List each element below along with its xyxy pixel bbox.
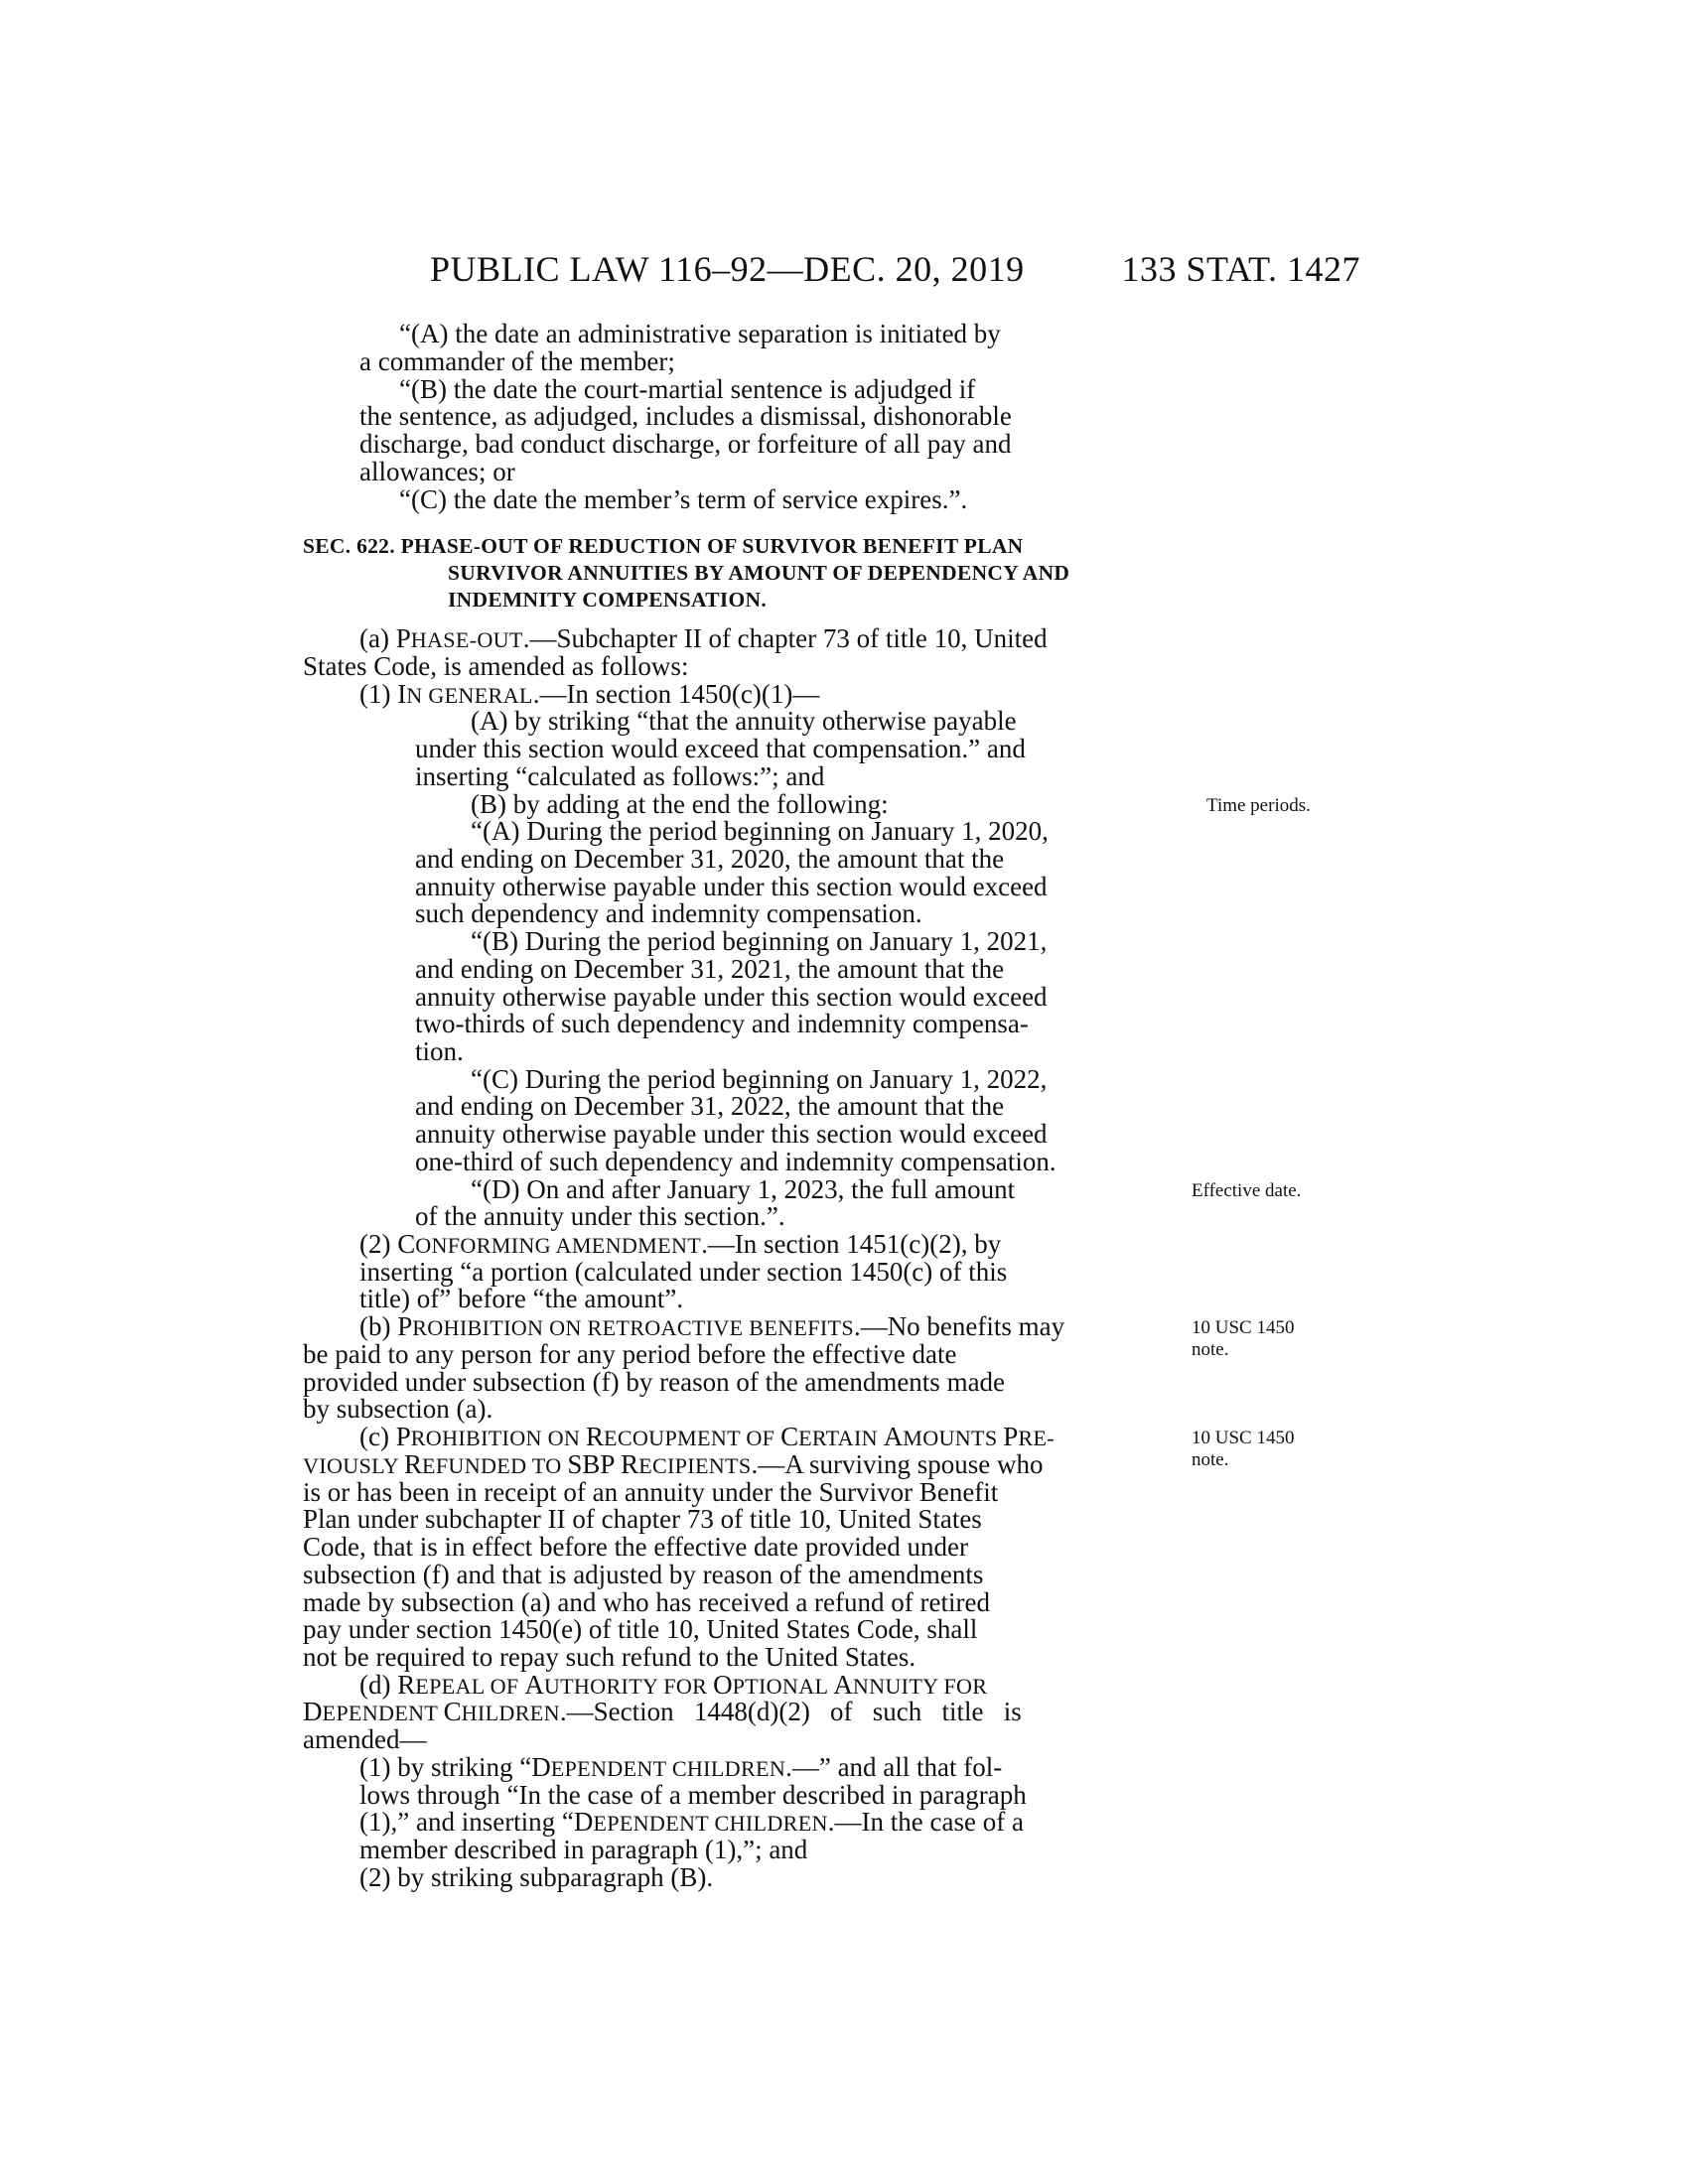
text-line: pay under section 1450(e) of title 10, United States Code, shall bbox=[303, 1614, 978, 1644]
section-heading-line: SURVIVOR ANNUITIES BY AMOUNT OF DEPENDENCY AND bbox=[448, 561, 1070, 585]
text-line: “(C) During the period beginning on January 1, 2022, bbox=[471, 1064, 1048, 1094]
text-line: inserting “a portion (calculated under section 1450(c) of this bbox=[359, 1257, 1008, 1287]
text-line: “(B) the date the court-martial sentence is adjudged if bbox=[399, 374, 976, 404]
text-line: provided under subsection (f) by reason of the amendments made bbox=[303, 1367, 1006, 1397]
text-line: annuity otherwise payable under this section would exceed bbox=[415, 982, 1048, 1012]
text-line: annuity otherwise payable under this section would exceed bbox=[415, 1119, 1048, 1149]
margin-note-usc-b: 10 USC 1450 note. bbox=[1192, 1317, 1295, 1360]
text-line: of the annuity under this section.”. bbox=[415, 1201, 785, 1231]
text-line: and ending on December 31, 2020, the amount that the bbox=[415, 844, 1005, 874]
text-line: and ending on December 31, 2022, the amount that the bbox=[415, 1091, 1005, 1121]
text-line: be paid to any person for any period before the effective date bbox=[303, 1339, 957, 1369]
text-line: (A) by striking “that the annuity otherwise payable bbox=[471, 706, 1017, 736]
paragraph-2-heading: (2) CONFORMING AMENDMENT.—In section 1451(c)(2), by bbox=[359, 1229, 1002, 1259]
text-line: the sentence, as adjudged, includes a dismissal, dishonorable bbox=[359, 401, 1012, 431]
text-line: Plan under subchapter II of chapter 73 of title 10, United States bbox=[303, 1504, 982, 1534]
text-line: discharge, bad conduct discharge, or forfeiture of all pay and bbox=[359, 429, 1012, 459]
text-line: “(C) the date the member’s term of service expires.”. bbox=[399, 484, 968, 514]
text-line: made by subsection (a) and who has received a refund of retired bbox=[303, 1587, 990, 1617]
text-line: not be required to repay such refund to the United States. bbox=[303, 1642, 916, 1672]
text-line: “(B) During the period beginning on January 1, 2021, bbox=[471, 926, 1048, 956]
text-line: (B) by adding at the end the following: bbox=[471, 789, 889, 819]
paragraph-1-heading: (1) IN GENERAL.—In section 1450(c)(1)— bbox=[359, 679, 820, 709]
text-line: amended— bbox=[303, 1724, 427, 1754]
page-number-stat: 133 STAT. 1427 bbox=[1121, 249, 1360, 289]
text-line: inserting “calculated as follows:”; and bbox=[415, 761, 825, 791]
text-line: member described in paragraph (1),”; and bbox=[359, 1835, 808, 1864]
text-line: Code, that is in effect before the effective date provided under bbox=[303, 1532, 968, 1562]
text-line: “(D) On and after January 1, 2023, the full amount bbox=[471, 1174, 1016, 1204]
text-line: “(A) During the period beginning on January 1, 2020, bbox=[471, 816, 1049, 846]
text-line: States Code, is amended as follows: bbox=[303, 651, 689, 681]
section-heading-line: SEC. 622. PHASE-OUT OF REDUCTION OF SURVIVOR BENEFIT PLAN bbox=[303, 534, 1024, 558]
text-line: two-thirds of such dependency and indemnity compensa- bbox=[415, 1009, 1029, 1038]
text-line: is or has been in receipt of an annuity under the Survivor Benefit bbox=[303, 1477, 999, 1507]
text-line: allowances; or bbox=[359, 457, 515, 486]
subsection-c-heading: (c) PROHIBITION ON RECOUPMENT OF CERTAIN AMOUNTS PRE- bbox=[359, 1422, 1055, 1451]
text-line: (1),” and inserting “DEPENDENT CHILDREN.—In the case of a bbox=[359, 1807, 1024, 1837]
text-line: VIOUSLY REFUNDED TO SBP RECIPIENTS.—A surviving spouse who bbox=[303, 1449, 1044, 1479]
running-head-title: PUBLIC LAW 116–92—DEC. 20, 2019 bbox=[430, 249, 1025, 289]
text-line: and ending on December 31, 2021, the amount that the bbox=[415, 954, 1005, 984]
margin-note-effective-date: Effective date. bbox=[1192, 1180, 1302, 1201]
text-line: tion. bbox=[415, 1036, 464, 1066]
text-line: title) of” before “the amount”. bbox=[359, 1284, 684, 1313]
subsection-d-heading: (d) REPEAL OF AUTHORITY FOR OPTIONAL ANNUITY FOR bbox=[359, 1670, 988, 1700]
text-line: lows through “In the case of a member described in paragraph bbox=[359, 1780, 1027, 1810]
text-line: under this section would exceed that compensation.” and bbox=[415, 734, 1026, 763]
text-line: one-third of such dependency and indemnity compensation. bbox=[415, 1147, 1056, 1176]
subsection-b-heading: (b) PROHIBITION ON RETROACTIVE BENEFITS.—No benefits may bbox=[359, 1311, 1065, 1341]
text-line: DEPENDENT CHILDREN.—Section 1448(d)(2) of such title is bbox=[303, 1697, 1022, 1726]
margin-note-time-periods: Time periods. bbox=[1206, 795, 1311, 816]
text-line: by subsection (a). bbox=[303, 1394, 493, 1424]
text-line: a commander of the member; bbox=[359, 346, 675, 376]
text-line: “(A) the date an administrative separation is initiated by bbox=[399, 319, 1001, 348]
margin-note-usc-c: 10 USC 1450 note. bbox=[1192, 1428, 1295, 1470]
section-heading-line: INDEMNITY COMPENSATION. bbox=[448, 588, 768, 612]
text-line: subsection (f) and that is adjusted by reason of the amendments bbox=[303, 1560, 984, 1589]
text-line: (1) by striking “DEPENDENT CHILDREN.—” and all that fol- bbox=[359, 1752, 1003, 1782]
subsection-a-heading: (a) PHASE-OUT.—Subchapter II of chapter 73 of title 10, United bbox=[359, 623, 1048, 653]
text-line: such dependency and indemnity compensation. bbox=[415, 898, 922, 928]
text-line: (2) by striking subparagraph (B). bbox=[359, 1862, 714, 1892]
text-line: annuity otherwise payable under this section would exceed bbox=[415, 872, 1048, 901]
